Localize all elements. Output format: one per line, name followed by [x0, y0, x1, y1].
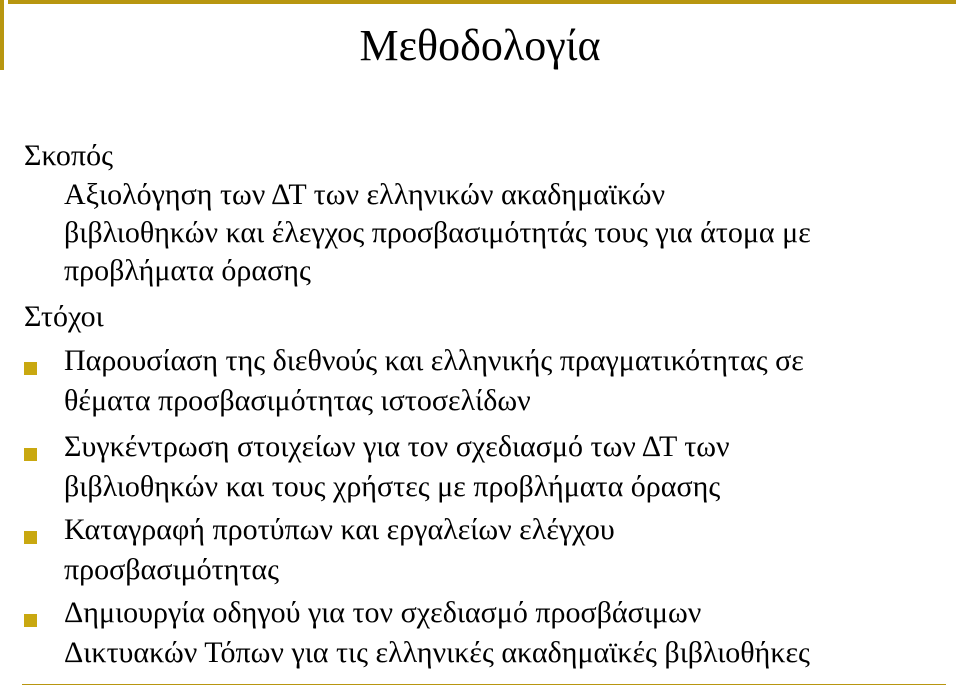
- goal-item-line: βιβλιοθηκών και τους χρήστες με προβλήματα όρασης: [64, 470, 721, 503]
- square-bullet-icon: [24, 362, 37, 375]
- goal-item-line: Καταγραφή προτύπων και εργαλείων ελέγχου: [64, 513, 615, 546]
- goals-heading: Στόχοι: [24, 300, 104, 333]
- purpose-line-3: προβλήματα όρασης: [64, 254, 311, 287]
- purpose-heading: Σκοπός: [24, 139, 113, 172]
- square-bullet-icon: [24, 448, 37, 461]
- square-bullet-icon: [24, 614, 37, 627]
- goal-item-line: προσβασιμότητας: [64, 553, 279, 586]
- purpose-line-2: βιβλιοθηκών και έλεγχος προσβασιμότητάς τους για άτομα με: [64, 216, 811, 249]
- goal-item-line: Δικτυακών Τόπων για τις ελληνικές ακαδημαϊκές βιβλιοθήκες: [64, 636, 810, 669]
- top-accent-bar: [8, 0, 956, 4]
- bottom-accent-line: [22, 684, 946, 685]
- purpose-line-1: Αξιολόγηση των ΔΤ των ελληνικών ακαδημαϊκών: [64, 178, 666, 211]
- goal-item-line: Συγκέντρωση στοιχείων για τον σχεδιασμό των ΔΤ των: [64, 430, 730, 463]
- slide-title: Μεθοδολογία: [359, 21, 601, 70]
- goal-item-line: θέματα προσβασιμότητας ιστοσελίδων: [64, 384, 531, 417]
- goal-item-line: Δημιουργία οδηγού για τον σχεδιασμό προσβάσιμων: [64, 596, 702, 629]
- square-bullet-icon: [24, 531, 37, 544]
- goal-item-line: Παρουσίαση της διεθνούς και ελληνικής πραγματικότητας σε: [64, 344, 804, 377]
